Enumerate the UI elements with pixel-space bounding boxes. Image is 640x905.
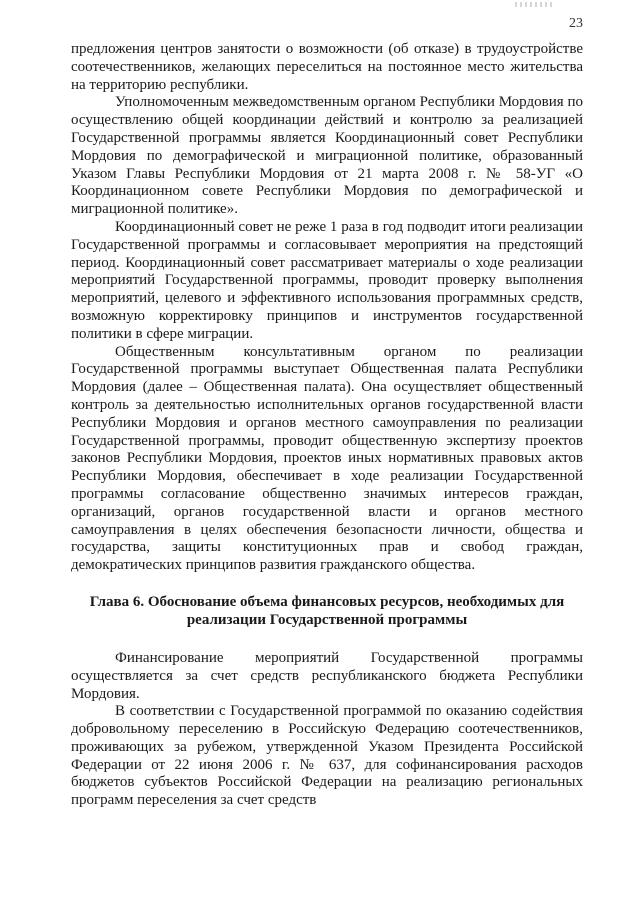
paragraph: Координационный совет не реже 1 раза в год подводит итоги реализации Государственной программы и согласовывает мероприятия на предстоящий период. Координационный совет рассматривает материалы о ходе реализации мероприятий Государственной программы, проводит проверку выполнения мероприятий, целевого и эффективного использования программных средств, возможную корректировку принципов и инструментов государственной политики в сфере миграции. (71, 218, 583, 342)
chapter-heading: Глава 6. Обоснование объема финансовых ресурсов, необходимых для реализации Государственной программы (89, 593, 565, 628)
paragraph: Общественным консультативным органом по реализации Государственной программы выступает Общественная палата Республики Мордовия (далее – Общественная палата). Она осуществляет общественный контроль за деятельностью исполнительных органов государственной власти Республики Мордовия и органов местного самоуправления по реализации Государственной программы, проводит общественную экспертизу проектов законов Республики Мордовия, проектов иных нормативных правовых актов Республики Мордовия, обеспечивает в ходе реализации Государственной программы согласование общественно значимых интересов граждан, организаций, органов государственной власти и органов местного самоуправления в целях обеспечения безопасности личности, общества и государства, защиты конституционных прав и свобод граждан, демократических принципов развития гражданского общества. (71, 343, 583, 574)
scan-artifact (515, 2, 555, 7)
paragraphs-before (71, 41, 583, 575)
paragraph: Финансирование мероприятий Государственной программы осуществляется за счет средств республиканского бюджета Республики Мордовия. (71, 649, 583, 702)
paragraph: Уполномоченным межведомственным органом Республики Мордовия по осуществлению общей координации действий и контролю за реализацией Государственной программы является Координационный совет Республики Мордовия по демографической и миграционной политике, образованный Указом Главы Республики Мордовия от 21 марта 2008 г. № 58-УГ «О Координационном совете Республики Мордовия по демографической и миграционной политике». (71, 94, 583, 218)
page-number: 23 (569, 16, 583, 31)
paragraph: предложения центров занятости о возможности (об отказе) в трудоустройстве соотечественников, желающих переселиться на постоянное место жительства на территорию республики. (71, 41, 583, 93)
paragraphs-after (71, 650, 583, 810)
document-body (71, 41, 583, 810)
paragraph: В соответствии с Государственной программой по оказанию содействия добровольному переселению в Российскую Федерацию соотечественников, проживающих за рубежом, утвержденной Указом Президента Российской Федерации от 22 июня 2006 г. № 637, для софинансирования расходов бюджетов субъектов Российской Федерации на реализацию региональных программ переселения за счет средств (71, 703, 583, 809)
